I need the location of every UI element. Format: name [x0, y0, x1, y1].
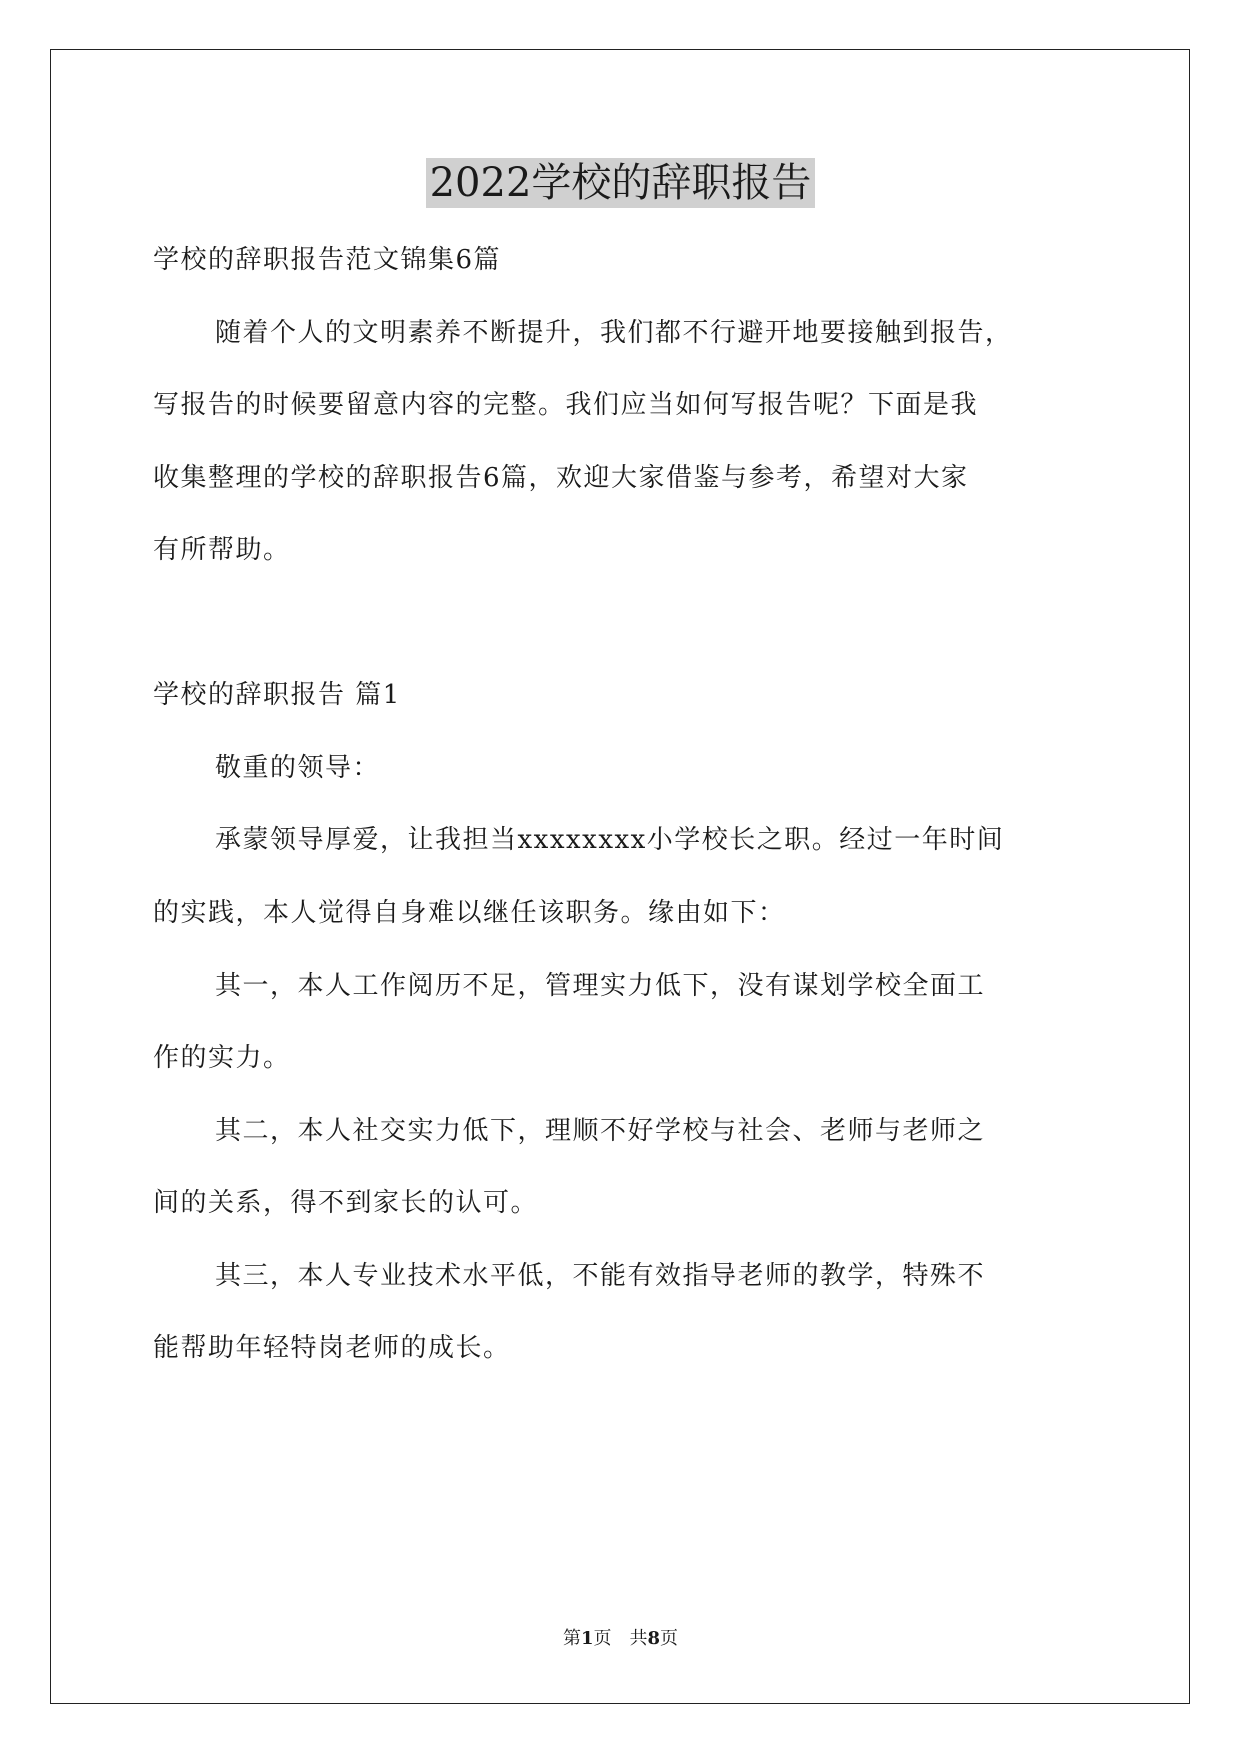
total-pages-number: 8 — [647, 1628, 661, 1649]
page-border — [50, 49, 1190, 1704]
body-line: 间的关系，得不到家长的认可。 — [153, 1188, 539, 1218]
intro-line: 有所帮助。 — [153, 535, 291, 565]
body-line: 承蒙领导厚爱，让我担当xxxxxxxx小学校长之职。经过一年时间 — [215, 825, 1005, 855]
page-footer — [0, 1626, 1241, 1652]
footer-suffix: 页 — [660, 1628, 679, 1649]
footer-prefix: 第 — [562, 1628, 581, 1649]
body-line: 其二，本人社交实力低下，理顺不好学校与社会、老师与老师之 — [215, 1116, 986, 1146]
body-line: 其一，本人工作阅历不足，管理实力低下，没有谋划学校全面工 — [215, 971, 986, 1001]
section-heading: 学校的辞职报告 篇1 — [153, 680, 401, 710]
document-title — [0, 155, 1241, 211]
body-line: 作的实力。 — [153, 1043, 291, 1073]
current-page-number: 1 — [580, 1628, 594, 1649]
subtitle: 学校的辞职报告范文锦集6篇 — [153, 245, 502, 275]
intro-line: 写报告的时候要留意内容的完整。我们应当如何写报告呢？下面是我 — [153, 390, 979, 420]
body-line: 的实践，本人觉得自身难以继任该职务。缘由如下： — [153, 898, 786, 928]
body-line: 其三，本人专业技术水平低，不能有效指导老师的教学，特殊不 — [215, 1261, 986, 1291]
body-line: 能帮助年轻特岗老师的成长。 — [153, 1333, 511, 1363]
intro-line: 随着个人的文明素养不断提升，我们都不行避开地要接触到报告， — [215, 318, 1013, 348]
salutation: 敬重的领导： — [215, 753, 381, 783]
footer-middle: 页 共 — [593, 1628, 648, 1649]
intro-line: 收集整理的学校的辞职报告6篇，欢迎大家借鉴与参考，希望对大家 — [153, 463, 969, 493]
title-text: 2022学校的辞职报告 — [426, 158, 816, 208]
